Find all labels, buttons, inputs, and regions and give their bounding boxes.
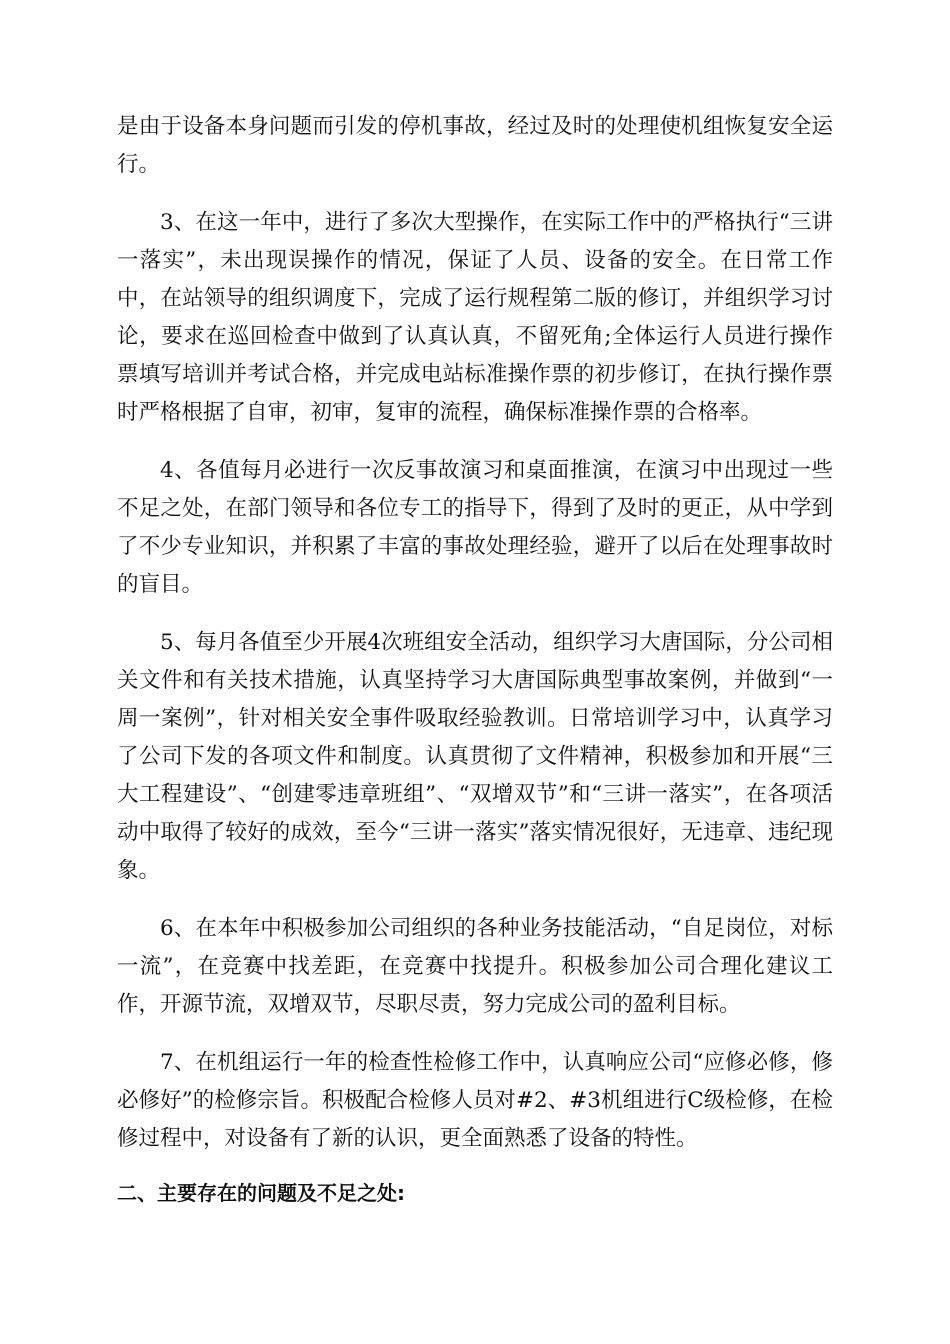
paragraph-continuation: 是由于设备本身问题而引发的停机事故，经过及时的处理使机组恢复安全运行。 — [117, 114, 833, 177]
paragraph-item-7: 7、在机组运行一年的检查性检修工作中，认真响应公司“应修必修，修必修好”的检修宗旨。积极配合检修人员对#2、#3机组进行C级检修，在检修过程中，对设备有了新的认识，更全面熟悉了设备的特性。 — [117, 1050, 833, 1151]
section-heading: 二、主要存在的问题及不足之处: — [117, 1181, 405, 1205]
paragraph-item-4: 4、各值每月必进行一次反事故演习和桌面推演，在演习中出现过一些不足之处，在部门领导和各位专工的指导下，得到了及时的更正，从中学到了不少专业知识，并积累了丰富的事故处理经验，避开了以后在处理事故时的盲目。 — [117, 458, 833, 597]
paragraph-item-5: 5、每月各值至少开展4次班组安全活动，组织学习大唐国际，分公司相关文件和有关技术措施，认真坚持学习大唐国际典型事故案例，并做到“一周一案例”，针对相关安全事件吸取经验教训。日常培训学习中，认真学习了公司下发的各项文件和制度。认真贯彻了文件精神，积极参加和开展“三大工程建设”、“创建零违章班组”、“双增双节”和“三讲一落实”，在各项活动中取得了较好的成效，至今“三讲一落实”落实情况很好，无违章、违纪现象。 — [117, 630, 833, 883]
document-body — [117, 108, 833, 1212]
paragraph-item-6: 6、在本年中积极参加公司组织的各种业务技能活动，“自足岗位，对标一流”，在竞赛中找差距，在竞赛中找提升。积极参加公司合理化建议工作，开源节流，双增双节，尽职尽责，努力完成公司的盈利目标。 — [117, 916, 833, 1017]
paragraph-item-3: 3、在这一年中，进行了多次大型操作，在实际工作中的严格执行“三讲一落实”，未出现误操作的情况，保证了人员、设备的安全。在日常工作中，在站领导的组织调度下，完成了运行规程第二版的修订，并组织学习讨论，要求在巡回检查中做到了认真认真，不留死角;全体运行人员进行操作票填写培训并考试合格，并完成电站标准操作票的初步修订，在执行操作票时严格根据了自审，初审，复审的流程，确保标准操作票的合格率。 — [117, 210, 833, 425]
